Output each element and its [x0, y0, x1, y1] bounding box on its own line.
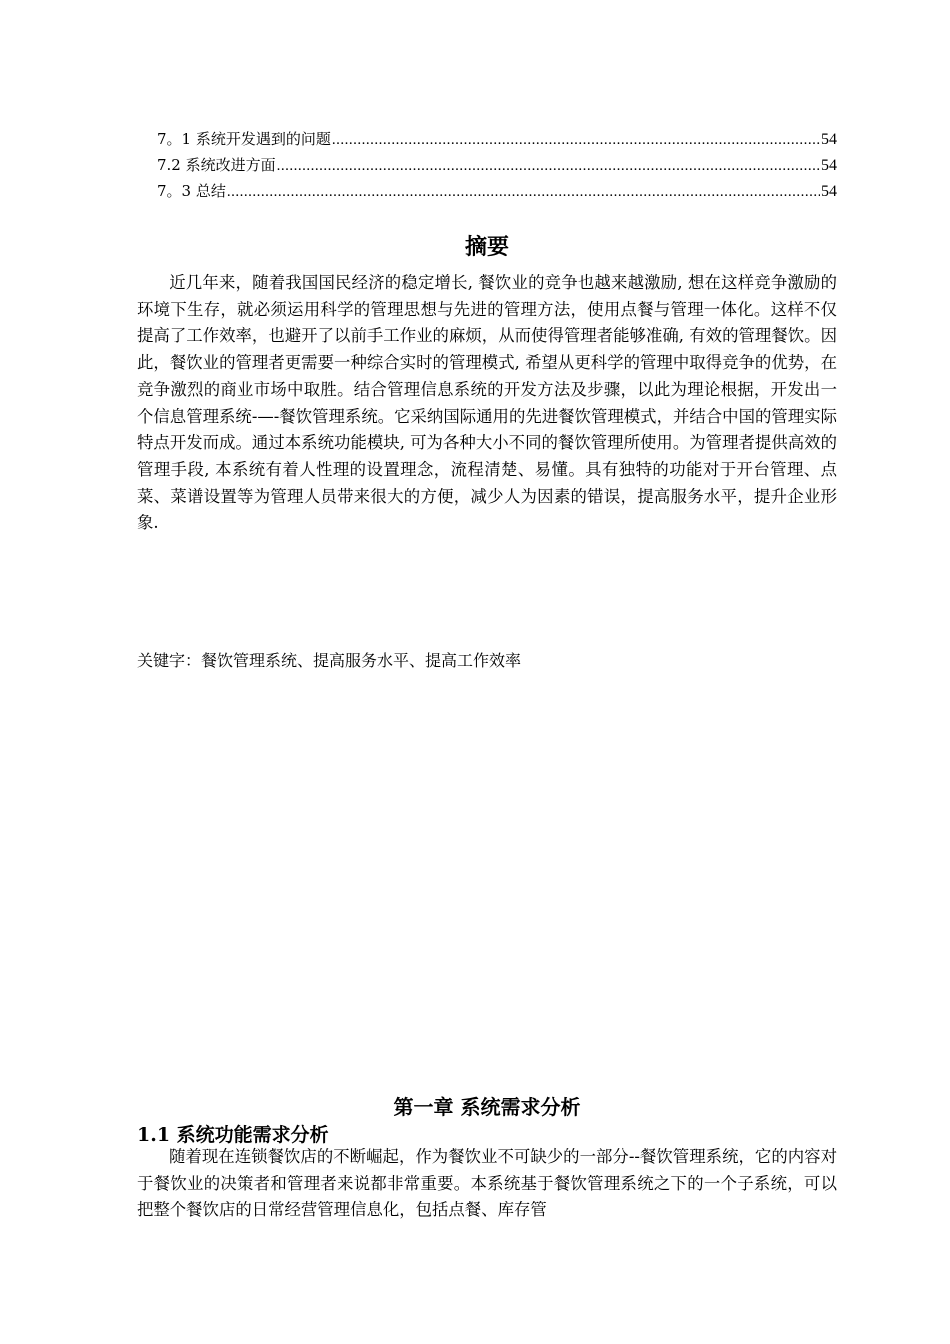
toc-entry-title: 7.2 系统改进方面 [157, 156, 276, 174]
toc-leader-dots [227, 179, 820, 205]
chapter-heading: 第一章 系统需求分析 [393, 1095, 581, 1119]
section-paragraph [137, 1144, 837, 1224]
keywords-line: 关键字：餐饮管理系统、提高服务水平、提高工作效率 [137, 651, 522, 670]
toc-entry-page: 54 [821, 131, 837, 148]
toc-entry[interactable] [157, 152, 837, 178]
abstract-paragraph [137, 270, 837, 537]
toc-entry-page: 54 [821, 183, 837, 200]
toc-entry[interactable] [157, 126, 837, 152]
table-of-contents [157, 126, 837, 204]
section-text: 随着现在连锁餐饮店的不断崛起，作为餐饮业不可缺少的一部分--餐饮管理系统，它的内容对于餐饮业的决策者和管理者来说都非常重要。本系统基于餐饮管理系统之下的一个子系统，可以把整个餐饮店的日常经营管理信息化，包括点餐、库存管 [137, 1147, 837, 1220]
section-heading: 1.1 系统功能需求分析 [137, 1124, 329, 1146]
abstract-heading: 摘要 [464, 234, 509, 260]
toc-entry[interactable] [157, 178, 837, 204]
toc-leader-dots [277, 153, 820, 179]
toc-entry-page: 54 [821, 157, 837, 174]
toc-entry-title: 7。1 系统开发遇到的问题 [157, 130, 331, 148]
abstract-text: 近几年来，随着我国国民经济的稳定增长, 餐饮业的竞争也越来越激励, 想在这样竞争激励的环境下生存，就必须运用科学的管理思想与先进的管理方法，使用点餐与管理一体化。这样不仅提高了工作效率，也避开了以前手工作业的麻烦，从而使得管理者能够准确, 有效的管理餐饮。因此，餐饮业的管理者更需要一种综合实时的管理模式, 希望从更科学的管理中取得竞争的优势，在竞争激烈的商业市场中取胜。结合管理信息系统的开发方法及步骤，以此为理论根据，开发出一个信息管理系统-—-餐饮管理系统。它采纳国际通用的先进餐饮管理模式，并结合中国的管理实际特点开发而成。通过本系统功能模块, 可为各种大小不同的餐饮管理所使用。为管理者提供高效的管理手段, 本系统有着人性理的设置理念，流程清楚、易懂。具有独特的功能对于开台管理、点菜、菜谱设置等为管理人员带来很大的方便，减少人为因素的错误，提高服务水平，提升企业形象. [137, 273, 837, 533]
toc-leader-dots [332, 127, 820, 153]
toc-entry-title: 7。3 总结 [157, 182, 226, 200]
